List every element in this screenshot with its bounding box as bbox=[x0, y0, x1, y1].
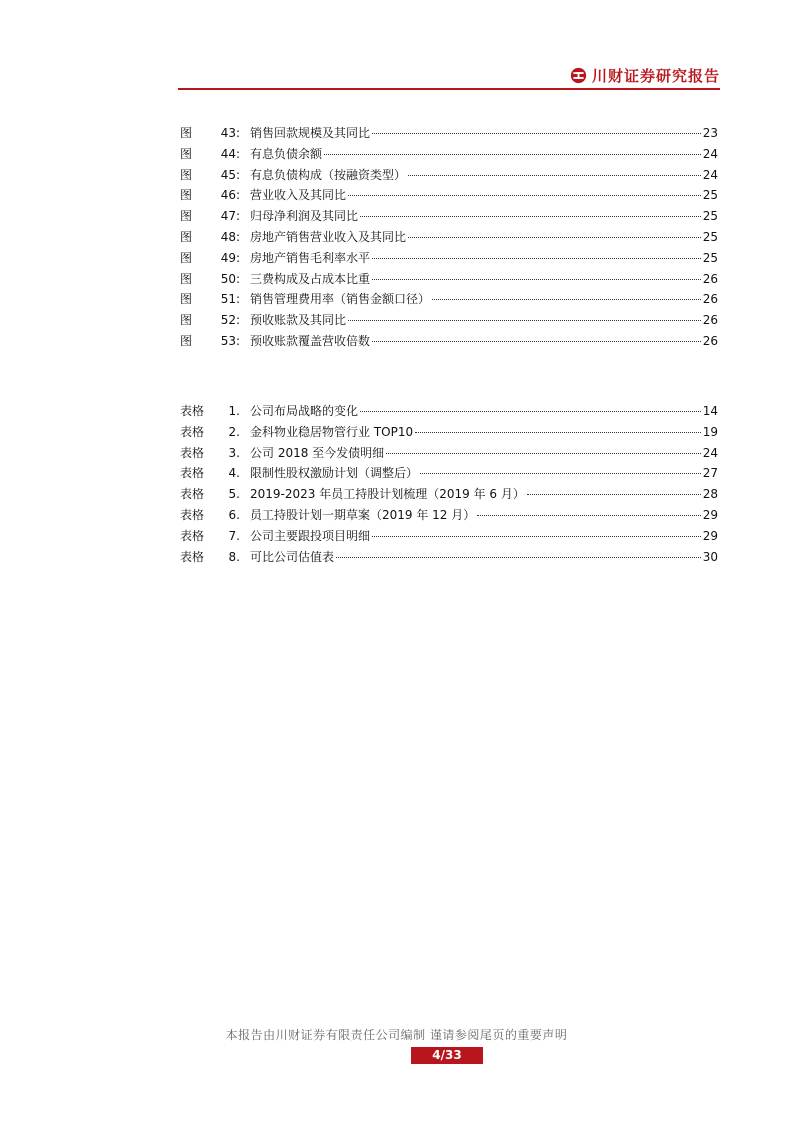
entry-title[interactable]: 归母净利润及其同比 bbox=[250, 209, 359, 224]
entry-title[interactable]: 销售回款规模及其同比 bbox=[250, 126, 371, 140]
dot-leader bbox=[372, 133, 701, 134]
entry-label: 图 bbox=[180, 292, 193, 307]
entry-page-number[interactable]: 29 bbox=[702, 507, 718, 522]
entry-number: 3. bbox=[228, 445, 240, 460]
entry-title[interactable]: 可比公司估值表 bbox=[250, 549, 335, 564]
figure-entry[interactable] bbox=[180, 331, 718, 352]
entry-prefix bbox=[180, 289, 250, 309]
entry-page-number[interactable]: 27 bbox=[702, 466, 718, 481]
entry-prefix bbox=[180, 144, 250, 164]
chuancai-logo-icon bbox=[570, 67, 587, 84]
entry-prefix bbox=[180, 463, 250, 483]
table-entry[interactable] bbox=[180, 401, 718, 422]
entry-prefix bbox=[180, 123, 250, 143]
entry-label: 表格 bbox=[180, 549, 205, 564]
dot-leader bbox=[408, 237, 701, 238]
entry-number: 7. bbox=[228, 528, 240, 543]
entry-prefix bbox=[180, 401, 250, 421]
entry-prefix bbox=[180, 331, 250, 351]
entry-label: 图 bbox=[180, 126, 193, 140]
entry-page-number[interactable]: 14 bbox=[702, 404, 718, 418]
entry-label: 图 bbox=[180, 146, 193, 161]
dot-leader bbox=[432, 299, 701, 300]
entry-page-number[interactable]: 25 bbox=[702, 209, 718, 224]
figure-entry[interactable] bbox=[180, 206, 718, 227]
entry-label: 表格 bbox=[180, 528, 205, 543]
entry-label: 图 bbox=[180, 313, 193, 328]
entry-prefix bbox=[180, 269, 250, 289]
entry-label: 图 bbox=[180, 333, 193, 348]
entry-number: 46: bbox=[220, 188, 240, 203]
entry-prefix bbox=[180, 484, 250, 504]
table-entry[interactable] bbox=[180, 484, 718, 505]
dot-leader bbox=[372, 279, 701, 280]
entry-page-number[interactable]: 26 bbox=[702, 313, 718, 328]
entry-page-number[interactable]: 29 bbox=[702, 528, 718, 543]
dot-leader bbox=[360, 216, 701, 217]
header-divider bbox=[178, 88, 720, 90]
entry-number: 2. bbox=[228, 424, 240, 439]
entry-title[interactable]: 2019-2023 年员工持股计划梳理（2019 年 6 月） bbox=[250, 487, 525, 502]
entry-number: 5. bbox=[228, 487, 240, 502]
entry-label: 图 bbox=[180, 250, 193, 265]
entry-prefix bbox=[180, 443, 250, 463]
entry-page-number[interactable]: 26 bbox=[702, 333, 718, 348]
entry-page-number[interactable]: 24 bbox=[702, 445, 718, 460]
entry-number: 53: bbox=[220, 333, 240, 348]
entry-number: 50: bbox=[220, 271, 240, 286]
entry-prefix bbox=[180, 185, 250, 205]
entry-page-number[interactable]: 25 bbox=[702, 250, 718, 265]
entry-number: 43: bbox=[220, 126, 240, 140]
dot-leader bbox=[527, 494, 701, 495]
entry-label: 表格 bbox=[180, 404, 205, 418]
entry-number: 49: bbox=[220, 250, 240, 265]
figure-entry[interactable] bbox=[180, 144, 718, 165]
dot-leader bbox=[420, 473, 701, 474]
figure-entry[interactable] bbox=[180, 269, 718, 290]
entry-number: 51: bbox=[220, 292, 240, 307]
entry-title[interactable]: 房地产销售毛利率水平 bbox=[250, 250, 371, 265]
entry-number: 48: bbox=[220, 229, 240, 244]
dot-leader bbox=[386, 453, 701, 454]
dot-leader bbox=[408, 175, 701, 176]
dot-leader bbox=[360, 411, 701, 412]
entry-prefix bbox=[180, 310, 250, 330]
entry-number: 8. bbox=[228, 549, 240, 564]
entry-title[interactable]: 预收账款及其同比 bbox=[250, 313, 347, 328]
entry-label: 图 bbox=[180, 271, 193, 286]
entry-label: 表格 bbox=[180, 424, 205, 439]
entry-prefix bbox=[180, 248, 250, 268]
entry-page-number[interactable]: 25 bbox=[702, 188, 718, 203]
entry-label: 图 bbox=[180, 229, 193, 244]
entry-label: 图 bbox=[180, 188, 193, 203]
entry-prefix bbox=[180, 526, 250, 546]
table-entry[interactable] bbox=[180, 526, 718, 547]
entry-prefix bbox=[180, 206, 250, 226]
dot-leader bbox=[348, 320, 701, 321]
entry-page-number[interactable]: 28 bbox=[702, 487, 718, 502]
figure-entry[interactable] bbox=[180, 310, 718, 331]
entry-prefix bbox=[180, 547, 250, 567]
entry-title[interactable]: 有息负债余额 bbox=[250, 146, 323, 161]
entry-page-number[interactable]: 24 bbox=[702, 146, 718, 161]
entry-title[interactable]: 公司布局战略的变化 bbox=[250, 404, 359, 418]
table-index-list bbox=[180, 401, 718, 567]
entry-title[interactable]: 有息负债构成（按融资类型） bbox=[250, 167, 407, 182]
entry-page-number[interactable]: 26 bbox=[702, 271, 718, 286]
entry-number: 6. bbox=[228, 507, 240, 522]
entry-label: 表格 bbox=[180, 445, 205, 460]
figure-entry[interactable] bbox=[180, 227, 718, 248]
entry-label: 图 bbox=[180, 209, 193, 224]
entry-prefix bbox=[180, 505, 250, 525]
page-number-badge: 4/33 bbox=[411, 1047, 483, 1064]
entry-title[interactable]: 金科物业稳居物管行业 TOP10 bbox=[250, 424, 414, 439]
entry-title[interactable]: 房地产销售营业收入及其同比 bbox=[250, 229, 407, 244]
dot-leader bbox=[372, 341, 701, 342]
dot-leader bbox=[348, 195, 701, 196]
table-entry[interactable] bbox=[180, 422, 718, 443]
table-entry[interactable] bbox=[180, 547, 718, 568]
entry-label: 图 bbox=[180, 167, 193, 182]
dot-leader bbox=[336, 557, 701, 558]
entry-title[interactable]: 三费构成及占成本比重 bbox=[250, 271, 371, 286]
dot-leader bbox=[324, 154, 701, 155]
entry-prefix bbox=[180, 422, 250, 442]
entry-prefix bbox=[180, 165, 250, 185]
brand bbox=[570, 65, 720, 86]
entry-number: 45: bbox=[220, 167, 240, 182]
entry-number: 4. bbox=[228, 466, 240, 481]
figure-index-list bbox=[180, 123, 718, 352]
table-entry[interactable] bbox=[180, 463, 718, 484]
entry-page-number[interactable]: 23 bbox=[702, 126, 718, 140]
figure-entry[interactable] bbox=[180, 123, 718, 144]
dot-leader bbox=[372, 258, 701, 259]
table-entry[interactable] bbox=[180, 505, 718, 526]
entry-page-number[interactable]: 25 bbox=[702, 229, 718, 244]
entry-label: 表格 bbox=[180, 507, 205, 522]
entry-number: 47: bbox=[220, 209, 240, 224]
figure-entry[interactable] bbox=[180, 248, 718, 269]
entry-title[interactable]: 限制性股权激励计划（调整后） bbox=[250, 466, 419, 481]
dot-leader bbox=[477, 515, 700, 516]
disclaimer-note: 本报告由川财证券有限责任公司编制 谨请参阅尾页的重要声明 bbox=[225, 1028, 568, 1042]
table-entry[interactable] bbox=[180, 443, 718, 464]
entry-page-number[interactable]: 24 bbox=[702, 167, 718, 182]
entry-title[interactable]: 预收账款覆盖营收倍数 bbox=[250, 333, 371, 348]
entry-title[interactable]: 销售管理费用率（销售金额口径） bbox=[250, 292, 431, 307]
entry-prefix bbox=[180, 227, 250, 247]
entry-page-number[interactable]: 19 bbox=[702, 424, 718, 439]
entry-title[interactable]: 员工持股计划一期草案（2019 年 12 月） bbox=[250, 507, 476, 522]
entry-page-number[interactable]: 26 bbox=[702, 292, 718, 307]
figure-entry[interactable] bbox=[180, 185, 718, 206]
figure-entry[interactable] bbox=[180, 165, 718, 186]
entry-title[interactable]: 营业收入及其同比 bbox=[250, 188, 347, 203]
entry-title[interactable]: 公司主要跟投项目明细 bbox=[250, 528, 371, 543]
entry-title[interactable]: 公司 2018 至今发债明细 bbox=[250, 445, 385, 460]
entry-number: 44: bbox=[220, 146, 240, 161]
dot-leader bbox=[415, 432, 701, 433]
brand-name: 川财证券研究报告 bbox=[591, 67, 720, 85]
page-header bbox=[178, 62, 720, 90]
entry-page-number[interactable]: 30 bbox=[702, 549, 718, 564]
entry-number: 52: bbox=[220, 313, 240, 328]
entry-number: 1. bbox=[228, 404, 240, 418]
figure-entry[interactable] bbox=[180, 289, 718, 310]
entry-label: 表格 bbox=[180, 487, 205, 502]
dot-leader bbox=[372, 536, 701, 537]
entry-label: 表格 bbox=[180, 466, 205, 481]
